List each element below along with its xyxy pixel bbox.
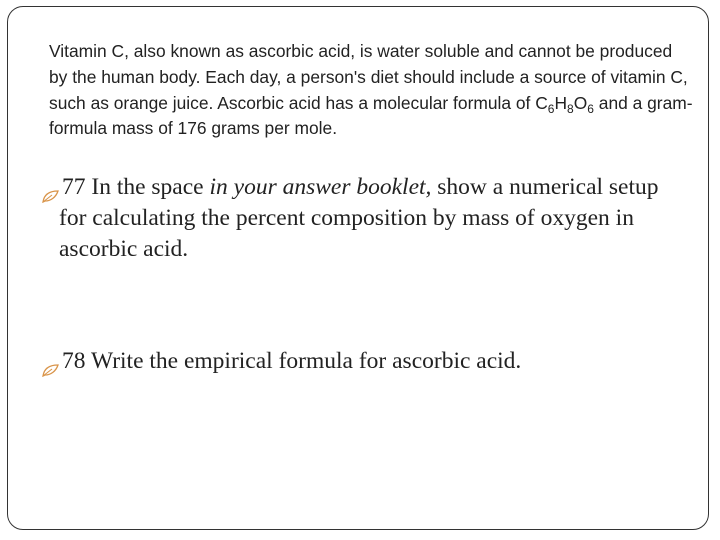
leaf-bullet-icon xyxy=(42,355,59,368)
question-number: 77 xyxy=(62,174,86,200)
formula-o-subscript: 6 xyxy=(587,101,594,116)
question-77 xyxy=(42,172,682,265)
question-text: Write the empirical formula for ascorbic acid. xyxy=(85,348,522,374)
question-text-italic: in your answer booklet, xyxy=(209,174,432,200)
formula-h-subscript: 8 xyxy=(567,101,574,116)
intro-paragraph xyxy=(49,39,694,142)
question-number: 78 xyxy=(62,348,86,374)
intro-text-2: and a gram-formula mass of 176 grams per mole. xyxy=(49,92,693,139)
question-78 xyxy=(42,346,682,377)
question-text-before: In the space xyxy=(85,174,210,200)
formula-c-subscript: 6 xyxy=(547,101,555,116)
formula-c: C xyxy=(535,92,548,113)
question-text-after: show a numerical setup for calculating the percent composition by mass of oxygen in ascorbic acid. xyxy=(59,174,659,262)
formula-h: H xyxy=(554,92,568,113)
leaf-bullet-icon xyxy=(42,181,59,194)
formula-o: O xyxy=(573,92,588,113)
intro-text-1: Vitamin C, also known as ascorbic acid, is water soluble and cannot be produced by the human body. Each day, a person's diet should include a source of vitamin C, such as orange juice. Ascorbic acid has a molecular formula of xyxy=(49,41,688,113)
